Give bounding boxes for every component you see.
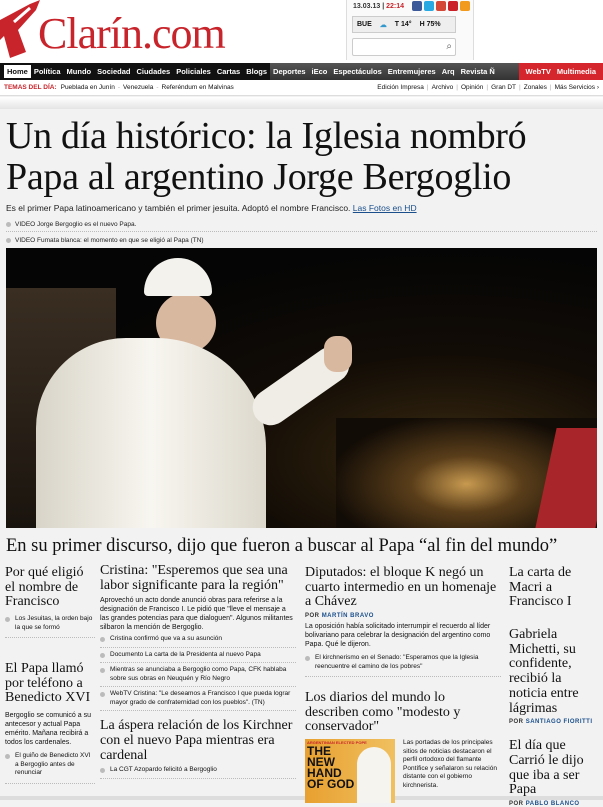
story-title[interactable]: La áspera relación de los Kirchner con el nuevo Papa mientras era cardenal	[100, 718, 293, 763]
cover-headline: THE NEW HAND OF GOD	[307, 744, 355, 792]
nav-revista-n[interactable]: Revista Ñ	[460, 67, 495, 76]
story-text: Bergoglio se comunicó a su antecesor y actual Papa emérito. Mañana recibirá a todos los cardenales.	[5, 712, 91, 747]
topic-link[interactable]: Pueblada en Junín	[60, 84, 115, 91]
bullet-icon	[6, 238, 11, 243]
column-3	[305, 566, 501, 803]
byline: POR MARTÍN BRAVO	[305, 613, 374, 620]
related-link[interactable]: La CGT Azopardo felicitó a Bergoglio	[100, 766, 296, 779]
story-title[interactable]: El día que Carrió le dijo que iba a ser Papa	[509, 738, 584, 798]
column-1	[5, 566, 95, 784]
story-title[interactable]: Cristina: "Esperemos que sea una labor significante para la región"	[100, 563, 288, 593]
nav-multimedia[interactable]: Multimedia	[556, 67, 596, 76]
subheadline[interactable]: En su primer discurso, dijo que fueron a buscar al Papa “al fin del mundo”	[6, 536, 558, 556]
video-link[interactable]: VIDEO Fumata blanca: el momento en que se eligió al Papa (TN)	[6, 237, 597, 247]
story-title[interactable]: Diputados: el bloque K negó un cuarto intermedio en un homenaje a Chávez	[305, 565, 497, 610]
google-plus-icon[interactable]	[436, 1, 446, 11]
related-link[interactable]: El guiño de Benedicto XVI a Bergoglio antes de renunciar	[5, 752, 95, 784]
topic-link[interactable]: Venezuela	[123, 84, 154, 91]
service-link[interactable]: Zonales	[523, 84, 547, 91]
main-headline[interactable]: Un día histórico: la Iglesia nombró Papa al argentino Jorge Bergoglio	[6, 115, 527, 198]
column-4	[509, 566, 601, 807]
main-photo[interactable]	[6, 248, 597, 528]
related-link[interactable]: WebTV Cristina: "Le deseamos a Francisco I que pueda lograr mayor grado de confraternidad con los pueblos". (TN)	[100, 690, 296, 711]
cloud-icon: ☁	[379, 21, 387, 29]
pope-figure	[357, 747, 391, 803]
search-input[interactable]	[352, 38, 456, 56]
date-time: 13.03.13 | 22:14	[353, 3, 405, 10]
related-link[interactable]: Cristina confirmó que va a su asunción	[100, 635, 296, 648]
topic-link[interactable]: Referéndum en Malvinas	[161, 84, 234, 91]
weather-widget	[352, 16, 456, 33]
nav-ieco[interactable]: iEco	[311, 67, 328, 76]
nav-entremujeres[interactable]: Entremujeres	[387, 67, 436, 76]
story-text: Aprovechó un acto donde anunció obras para referirse a la designación de Francisco I. Le pidió que "lleve el mensaje a las grandes potencias para que dialoguen". Algunos militantes silbaron la mención de Bergoglio.	[100, 597, 293, 632]
nav-cartas[interactable]: Cartas	[216, 67, 241, 76]
search-icon[interactable]: ⌕	[446, 41, 452, 52]
related-link[interactable]: Los Jesuitas, la orden bajo la que se formó	[5, 615, 95, 638]
pinterest-icon[interactable]	[448, 1, 458, 11]
nav-ciudades[interactable]: Ciudades	[136, 67, 171, 76]
byline: POR SANTIAGO FIORITTI	[509, 719, 593, 726]
nav-blogs[interactable]: Blogs	[246, 67, 268, 76]
service-link[interactable]: Gran DT	[491, 84, 517, 91]
cassock-shape	[36, 338, 266, 528]
service-link[interactable]: Más Servicios ›	[554, 84, 599, 91]
weather-temp: T 14°	[394, 21, 412, 28]
author-link[interactable]: MARTÍN BRAVO	[321, 613, 374, 620]
cover-kicker: ARGENTINIAN ELECTED POPE	[307, 740, 367, 746]
nav-policiales[interactable]: Policiales	[176, 67, 211, 76]
column-2	[100, 564, 296, 779]
nav-home[interactable]: Home	[4, 65, 31, 78]
topics-label: TEMAS DEL DÍA:	[4, 84, 57, 91]
story-title[interactable]: Por qué eligió el nombre de Francisco	[5, 565, 84, 610]
author-link[interactable]: PABLO BLANCO	[525, 800, 580, 807]
nav-sociedad[interactable]: Sociedad	[97, 67, 131, 76]
zucchetto-shape	[144, 258, 212, 296]
nav-mundo[interactable]: Mundo	[66, 67, 92, 76]
weather-city: BUE	[357, 21, 372, 28]
story-text: Las portadas de los principales sitios de noticias destacaron el perfil ortodoxo del flamante Pontífice y señalaron su relación distante con el gobierno kirchnerista.	[403, 739, 497, 789]
story-title[interactable]: Los diarios del mundo lo describen como "modesto y conservador"	[305, 690, 461, 735]
weather-humidity: H 75%	[419, 21, 441, 28]
story-title[interactable]: La carta de Macri a Francisco I	[509, 565, 572, 610]
nav-arq[interactable]: Arq	[441, 67, 455, 76]
facebook-icon[interactable]	[412, 1, 422, 11]
header	[0, 0, 603, 63]
newspaper-cover-image[interactable]	[305, 739, 395, 803]
twitter-icon[interactable]	[424, 1, 434, 11]
hand-shape	[324, 336, 352, 372]
bullet-icon	[6, 222, 11, 227]
video-link[interactable]: VIDEO Jorge Bergoglio es el nuevo Papa.	[6, 221, 597, 232]
related-link[interactable]: El kirchnerismo en el Senado: "Esperamos que la Iglesia reencuentre el camino de los pobres"	[305, 654, 501, 677]
story-text: La oposición había solicitado interrumpir el recuerdo al líder bolivariano para celebrar la designación del argentino como Papa. Qué le dijeron.	[305, 623, 491, 649]
nav-politica[interactable]: Política	[33, 67, 61, 76]
related-link[interactable]: Documento La carta de la Presidenta al nuevo Papa	[100, 651, 296, 664]
story-title[interactable]: Gabriela Michetti, su confidente, recibió la noticia entre lágrimas	[509, 627, 579, 716]
main-nav	[0, 63, 603, 80]
nav-webtv[interactable]: WebTV	[525, 67, 551, 76]
rss-icon[interactable]	[460, 1, 470, 11]
divider	[0, 97, 603, 109]
related-link[interactable]: Mientras se anunciaba a Bergoglio como Papa, CFK hablaba sobre sus obras en Neuquén y Río Negro	[100, 666, 296, 687]
nav-espectaculos[interactable]: Espectáculos	[333, 67, 382, 76]
logo[interactable]: Clarín.com	[38, 9, 225, 58]
service-link[interactable]: Opinión	[461, 84, 484, 91]
byline: POR PABLO BLANCO	[509, 800, 580, 807]
service-link[interactable]: Archivo	[431, 84, 454, 91]
nav-deportes[interactable]: Deportes	[273, 67, 306, 76]
service-link[interactable]: Edición Impresa	[377, 84, 424, 91]
story-title[interactable]: El Papa llamó por teléfono a Benedicto XVI	[5, 661, 91, 706]
hd-photos-link[interactable]: Las Fotos en HD	[352, 203, 417, 213]
author-link[interactable]: SANTIAGO FIORITTI	[525, 719, 593, 726]
lede: Es el primer Papa latinoamericano y también el primer jesuita. Adoptó el nombre Francisco. Las Fotos en HD	[6, 203, 417, 213]
topics-bar: TEMAS DEL DÍA: Pueblada en Junín - Venezuela - Referéndum en Malvinas Edición Impresa | Archivo | Opinión | Gran DT | Zonales | Más Servicios ›	[0, 80, 603, 96]
header-widget	[346, 0, 474, 60]
